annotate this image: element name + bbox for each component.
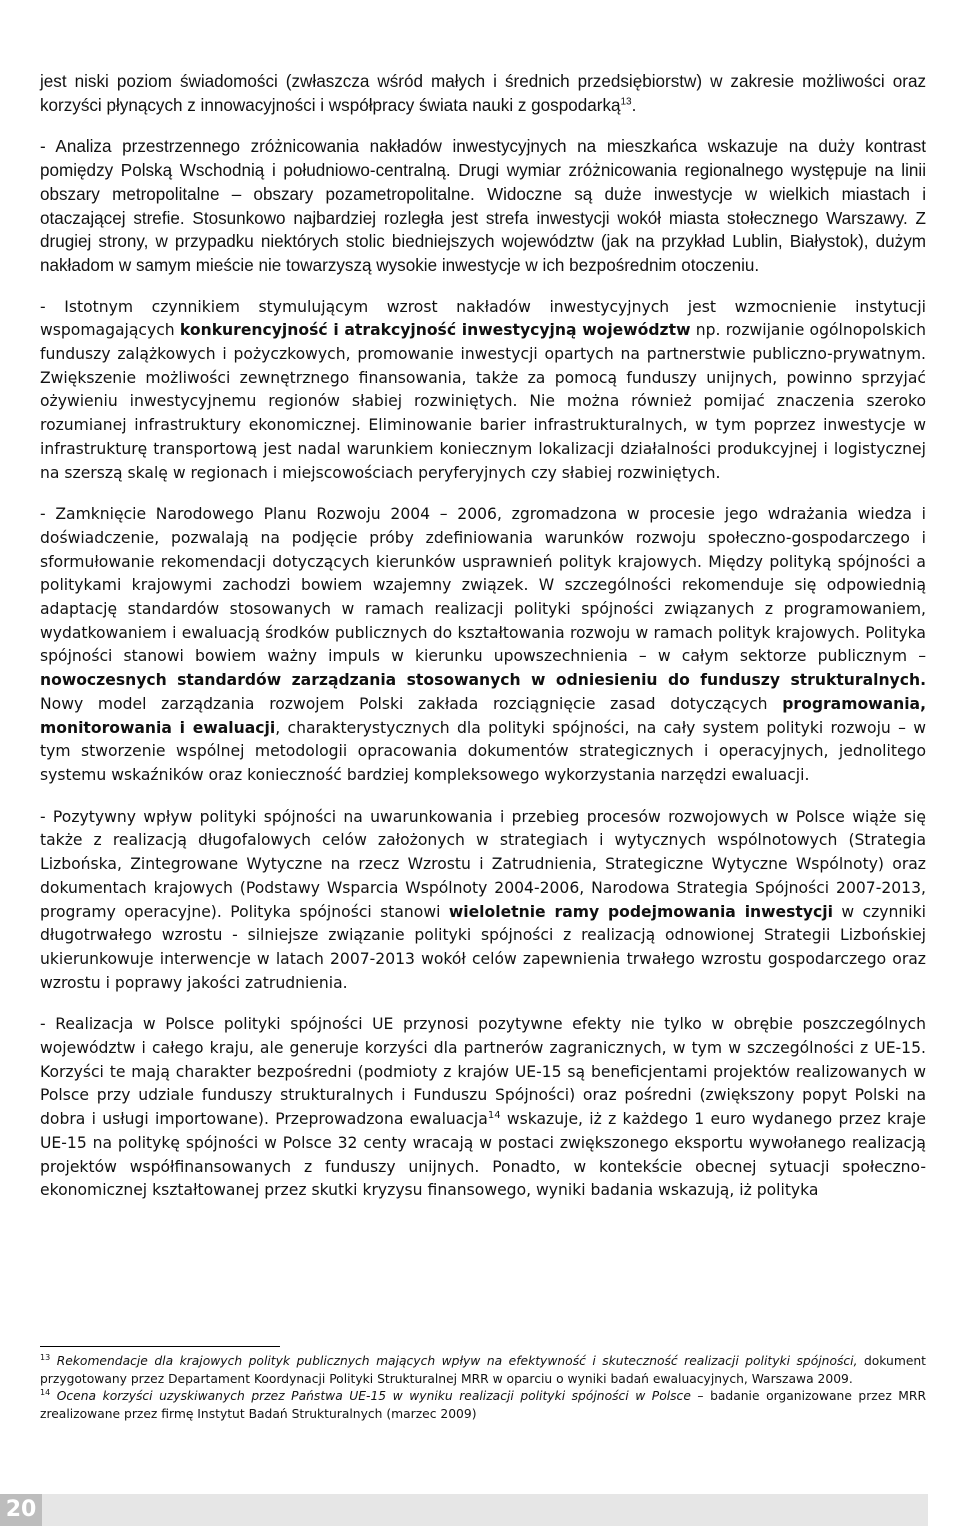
- text-segment: - Pozytywny wpływ polityki spójności na uwarunkowania i przebieg procesów rozwojowych w Polsce wiąże się także z realizacją długofalowych celów założonych w strategiach i wytycznych wspólnotowych (Strategia Lizbońska, Zintegrowane Wytyczne na rzecz Wzrostu i Zatrudnienia, Strategiczne Wytyczne Wspólnoty) oraz dokumentach krajowych (Podstawy Wsparcia Wspólnoty 2004-2006, Narodowa Strategia Spójności 2007-2013, programy operacyjne). Polityka spójności stanowi: [40, 807, 926, 921]
- footnote-title: Ocena korzyści uzyskiwanych przez Państwa UE-15 w wyniku realizacji polityki spójności w Polsce: [56, 1389, 691, 1403]
- footnotes: [40, 1346, 926, 1423]
- footnote-separator: [40, 1346, 280, 1347]
- page-footer-bar: [0, 1494, 928, 1526]
- paragraph-p6: [40, 1013, 926, 1203]
- text-segment: - Analiza przestrzennego zróżnicowania nakładów inwestycyjnych na mieszkańca wskazuje na duży kontrast pomiędzy Polską Wschodnią i południowo-centralną. Drugi wymiar zróżnicowania regionalnego występuje na linii obszary metropolitalne – obszary pozametropolitalne. Widoczne są duże inwestycje w wielkich miastach i otaczającej strefie. Stosunkowo najbardziej rozległa jest strefa inwestycji wokół miasta stołecznego Warszawy. Z drugiej strony, w przypadku niektórych stolic biedniejszych województw (jak na przykład Lublin, Białystok), dużym nakładom w samym mieście nie towarzyszą wysokie inwestycje w ich bezpośrednim otoczeniu.: [40, 137, 926, 275]
- footnote-number: 14: [40, 1387, 51, 1397]
- bold-text: nowoczesnych standardów zarządzania stosowanych w odniesieniu do funduszy strukturalnych.: [40, 671, 926, 690]
- text-segment: .: [631, 95, 637, 115]
- text-segment: - Zamknięcie Narodowego Planu Rozwoju 2004 – 2006, zgromadzona w procesie jego wdrażania wiedza i doświadczenie, pozwalają na podjęcie próby zdefiniowania warunków rozwoju społeczno-gospodarczego i sformułowanie rekomendacji dotyczących kierunków usprawnień polityk krajowych. Między polityką spójności a politykami krajowymi zachodzi bowiem wzajemny związek. W szczególności rekomenduje się odpowiednią adaptację standardów stosowanych w ramach realizacji polityki spójności związanych z programowaniem, wydatkowaniem i ewaluacją środków publicznych do kształtowania rozwoju w ramach polityk krajowych. Polityka spójności stanowi bowiem ważny impuls w kierunku upowszechnienia – w całym sektorze publicznym –: [40, 505, 926, 666]
- text-segment: , charakterystycznych dla polityki spójności, na cały system polityki rozwoju – w tym stworzenie wspólnej metodologii opracowania dokumentów strategicznych i operacyjnych, jednolitego systemu wskaźników oraz konieczność bardziej kompleksowego wykorzystania narzędzi ewaluacji.: [40, 718, 926, 784]
- text-segment: w czynniki długotrwałego wzrostu - silniejsze związanie polityki spójności z realizacją odnowionej Strategii Lizbońskiej ukierunkowuje interwencje w latach 2007-2013 wokół celów zapewnienia trwałego wzrostu gospodarczego oraz wzrostu i poprawy jakości zatrudnienia.: [40, 902, 927, 992]
- paragraph-p2: [40, 135, 926, 277]
- text-segment: wskazuje, iż z każdego 1 euro wydanego przez kraje UE-15 na politykę spójności w Polsce 32 centy wracają w postaci zwiększonego eksportu wywołanego realizacją projektów współfinansowanych z funduszy unijnych. Ponadto, w kontekście obecnej sytuacji społeczno-ekonomicznej kształtowanej przez skutki kryzysu finansowego, wyniki badania wskazują, iż polityka: [40, 1110, 926, 1200]
- footnote-title: Rekomendacje dla krajowych polityk publicznych mających wpływ na efektywność i skuteczność realizacji polityki spójności,: [56, 1354, 858, 1368]
- text-segment: np. rozwijanie ogólnopolskich funduszy zalążkowych i pożyczkowych, promowanie inwestycji opartych na partnerstwie publiczno-prywatnym. Zwiększenie możliwości zewnętrznego finansowania, także za pomocą funduszy unijnych, powinno sprzyjać ożywieniu inwestycyjnemu regionów słabiej rozwiniętych. Nie można również pomijać znaczenia szeroko rozumianej infrastruktury ekonomicznej. Eliminowanie barier infrastrukturalnych, w tym poprzez inwestycje w infrastrukturę transportową jest nadal warunkiem koniecznym lokalizacji działalności produkcyjnej i logistycznej na szerszą skalę w regionach i miejscowościach peryferyjnych czy słabiej rozwiniętych.: [40, 321, 927, 482]
- text-segment: - Istotnym czynnikiem stymulującym wzrost nakładów inwestycyjnych jest wzmocnienie instytucji wspomagających: [40, 297, 926, 340]
- paragraph-p5: [40, 806, 926, 996]
- text-segment: jest niski poziom świadomości (zwłaszcza wśród małych i średnich przedsiębiorstw) w zakresie możliwości oraz korzyści płynących z innowacyjności i współpracy świata nauki z gospodarką: [40, 72, 926, 115]
- footnote-reference: 13: [620, 96, 632, 108]
- bold-text: wieloletnie ramy podejmowania inwestycji: [448, 902, 833, 921]
- footnote-list: [40, 1353, 926, 1423]
- footnote-14: [40, 1388, 926, 1423]
- text-segment: Nowy model zarządzania rozwojem Polski zakłada rozciągnięcie zasad dotyczących: [40, 694, 783, 713]
- footnote-reference: 14: [487, 1109, 501, 1121]
- paragraph-p1: [40, 70, 926, 117]
- footnote-text: – badanie organizowane przez MRR zrealizowane przez firmę Instytut Badań Strukturalnych (marzec 2009): [40, 1389, 926, 1421]
- paragraph-p3: [40, 296, 926, 486]
- text-segment: - Realizacja w Polsce polityki spójności UE przynosi pozytywne efekty nie tylko w obrębie poszczególnych województw i całego kraju, ale generuje korzyści dla partnerów zagranicznych, w tym w szczególności z UE-15. Korzyści te mają charakter bezpośredni (podmioty z krajów UE-15 są beneficjentami projektów realizowanych w Polsce przy udziale funduszy strukturalnych i Funduszu Spójności) oraz pośredni (zwiększony popyt Polski na dobra i usługi importowane). Przeprowadzona ewaluacja: [40, 1015, 926, 1129]
- document-body: [40, 70, 926, 1221]
- footnote-text: dokument przygotowany przez Departament Koordynacji Polityki Strukturalnej MRR w oparciu o wyniki badań ewaluacyjnych, Warszawa 2009.: [40, 1354, 926, 1386]
- paragraph-p4: [40, 503, 926, 787]
- footnote-number: 13: [40, 1352, 51, 1362]
- page-number: 20: [0, 1494, 42, 1526]
- footnote-13: [40, 1353, 926, 1388]
- bold-text: konkurencyjność i atrakcyjność inwestycyjną województw: [179, 321, 691, 340]
- bold-text: programowania, monitorowania i ewaluacji: [40, 694, 926, 737]
